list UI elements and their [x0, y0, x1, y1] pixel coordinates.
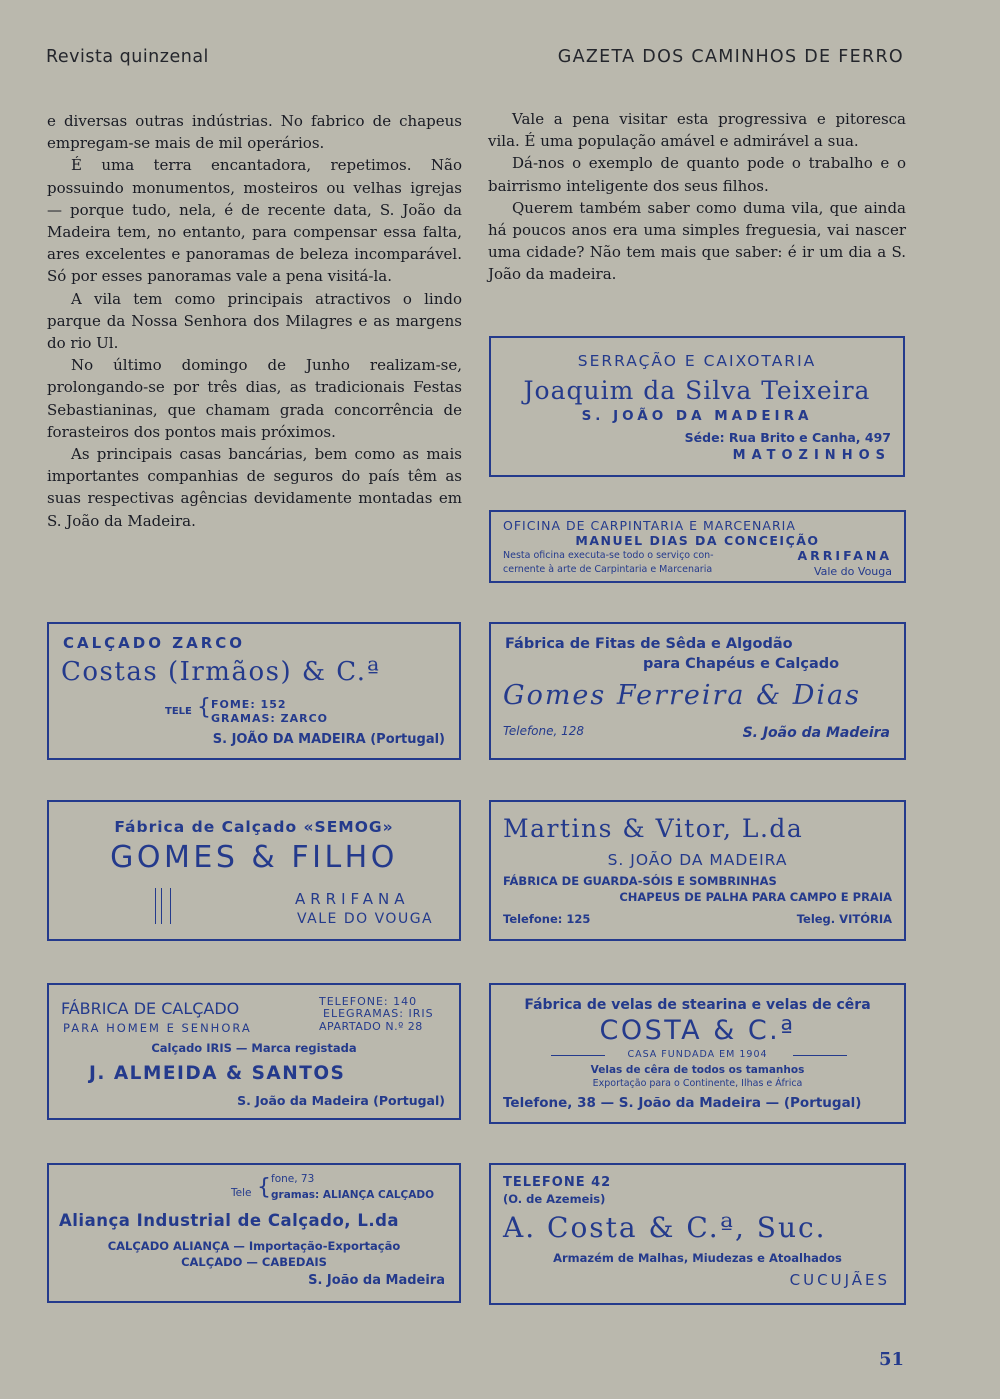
ad-almeida-santos [47, 983, 461, 1120]
ad-location: S. João da Madeira [308, 1273, 445, 1288]
ad-telegram: Teleg. VITÓRIA [796, 912, 892, 926]
ad-location: CUCUJÃES [789, 1271, 890, 1289]
ad-location: S. JOÃO DA MADEIRA [581, 408, 813, 424]
page-number: 51 [878, 1349, 904, 1370]
ad-location: S. João da Madeira [742, 725, 890, 741]
ad-city: MATOZINHOS [732, 448, 891, 463]
ad-semog [47, 800, 461, 941]
ad-line: Fábrica de velas de stearina e velas de cêra [524, 997, 871, 1013]
ad-alianca [47, 1163, 461, 1303]
ad-location: S. JOÃO DA MADEIRA (Portugal) [212, 732, 445, 747]
ad-phone: Telefone, 128 [503, 724, 585, 738]
ad-martins-vitor [489, 800, 906, 941]
ad-company-name: MANUEL DIAS DA CONCEIÇÃO [575, 533, 820, 548]
ad-company-name: A. Costa & C.ª, Suc. [503, 1211, 827, 1244]
article-right-column [488, 108, 906, 286]
rule-right [793, 1055, 847, 1056]
article-paragraph: e diversas outras indústrias. No fabrico de chapeus empregam-se mais de mil operários. [47, 112, 462, 153]
ad-company-name: Gomes Ferreira & Dias [503, 680, 861, 711]
ad-telegram: GRAMAS: ZARCO [211, 712, 329, 725]
ad-company-name: Joaquim da Silva Teixeira [523, 376, 871, 405]
ad-phone: fone, 73 [271, 1173, 315, 1185]
ad-founded: CASA FUNDADA EM 1904 [627, 1049, 768, 1060]
ad-tele-label: TELE [165, 706, 192, 717]
ad-line: Armazém de Malhas, Miudezas e Atoalhados [553, 1251, 842, 1265]
article-paragraph: É uma terra encantadora, repetimos. Não possuindo monumentos, mosteiros ou velhas igrejas — porque tudo, nela, é de recente data, S. João da Madeira tem, no entanto, para compensar essa falta, ares excelentes e panoramas de beleza incomparável. Só por esses panoramas vale a pena visitá-la. [47, 156, 462, 286]
ad-description: Nesta oficina executa-se todo o serviço con- [503, 550, 714, 561]
ad-phone: FOME: 152 [211, 698, 287, 711]
ad-line: OFICINA DE CARPINTARIA E MARCENARIA [503, 518, 796, 533]
ad-company-name: J. ALMEIDA & SANTOS [89, 1063, 346, 1084]
ad-apartado: APARTADO N.º 28 [319, 1020, 423, 1033]
running-header-right: GAZETA DOS CAMINHOS DE FERRO [557, 47, 904, 67]
article-paragraph: Vale a pena visitar esta progressiva e pitoresca vila. É uma população amável e admirável a sua. [488, 110, 906, 151]
ad-company-name: GOMES & FILHO [110, 840, 398, 875]
ad-fitas [489, 622, 906, 760]
article-left-column [47, 110, 462, 532]
ad-line: PARA HOMEM E SENHORA [63, 1021, 252, 1035]
ad-location: S. JOÃO DA MADEIRA [607, 851, 788, 869]
ad-costa [489, 983, 906, 1124]
brace-mark: { [197, 695, 211, 720]
ad-phone: TELEFONE 42 [503, 1175, 612, 1190]
decorative-bars [155, 888, 171, 924]
ad-company-name: COSTA & C.ª [599, 1015, 796, 1046]
ad-company-name: Costas (Irmãos) & C.ª [61, 657, 381, 687]
ad-line: Exportação para o Continente, Ilhas e África [592, 1078, 803, 1089]
ad-company-name: Aliança Industrial de Calçado, L.da [59, 1211, 400, 1230]
ad-location: ARRIFANA [295, 890, 410, 908]
running-header-left: Revista quinzenal [46, 47, 209, 67]
article-paragraph: No último domingo de Junho realizam-se, prolongando-se por três dias, as tradicionais Festas Sebastianinas, que chamam grada concorrência de forasteiros dos pontos mais próximos. [47, 356, 462, 441]
ad-line: para Chapéus e Calçado [643, 656, 840, 672]
ad-telegram: ELEGRAMAS: IRIS [323, 1007, 434, 1020]
ad-line: Fábrica de Fitas de Sêda e Algodão [505, 636, 793, 652]
ad-tele-label: Tele [231, 1187, 252, 1199]
ad-phone: Telefone: 125 [503, 912, 591, 926]
ad-a-costa-suc [489, 1163, 906, 1305]
ad-line: CHAPEUS DE PALHA PARA CAMPO E PRAIA [619, 890, 892, 904]
ad-line: Velas de cêra de todos os tamanhos [590, 1064, 805, 1076]
ad-calcado-zarco [47, 622, 461, 760]
brace-mark: { [257, 1175, 271, 1200]
ad-telegram: gramas: ALIANÇA CALÇADO [271, 1189, 435, 1201]
ad-line: CALÇADO — CABEDAIS [181, 1255, 327, 1269]
decorative-bars [161, 888, 162, 924]
ad-line: FÁBRICA DE GUARDA-SÓIS E SOMBRINHAS [503, 874, 777, 888]
ad-line: Fábrica de Calçado «SEMOG» [114, 818, 394, 836]
ad-line: FÁBRICA DE CALÇADO [61, 999, 240, 1018]
ad-oficina [489, 510, 906, 583]
ad-phone: TELEFONE: 140 [319, 995, 418, 1008]
ad-brand: Calçado IRIS — Marca registada [151, 1041, 357, 1055]
ad-location: VALE DO VOUGA [297, 911, 434, 927]
ad-serracao [489, 336, 905, 477]
ad-address: Séde: Rua Brito e Canha, 497 [684, 430, 891, 445]
ad-phone: Telefone, 38 — S. João da Madeira — (Portugal) [503, 1095, 862, 1111]
ad-location: S. João da Madeira (Portugal) [237, 1093, 445, 1108]
ad-description: cernente à arte de Carpintaria e Marcenaria [503, 564, 713, 575]
ad-company-name: Martins & Vitor, L.da [503, 814, 804, 843]
ad-line: SERRAÇÃO E CAIXOTARIA [577, 352, 817, 370]
article-paragraph: Dá-nos o exemplo de quanto pode o trabalho e o bairrismo inteligente dos seus filhos. [488, 154, 906, 195]
ad-line: CALÇADO ALIANÇA — Importação-Exportação [107, 1239, 401, 1253]
ad-location: ARRIFANA [797, 548, 892, 563]
ad-line: CALÇADO ZARCO [63, 634, 246, 652]
article-paragraph: A vila tem como principais atractivos o lindo parque da Nossa Senhora dos Milagres e as margens do rio Ul. [47, 289, 462, 353]
ad-location: Vale do Vouga [813, 565, 892, 578]
ad-area: (O. de Azemeis) [503, 1192, 606, 1206]
article-paragraph: As principais casas bancárias, bem como as mais importantes companhias de seguros do país têm as suas respectivas agências devidamente montadas em S. João da Madeira. [47, 445, 462, 530]
article-paragraph: Querem também saber como duma vila, que ainda há poucos anos era uma simples freguesia, vai nascer uma cidade? Não tem mais que saber: é ir um dia a S. João da madeira. [488, 198, 906, 284]
